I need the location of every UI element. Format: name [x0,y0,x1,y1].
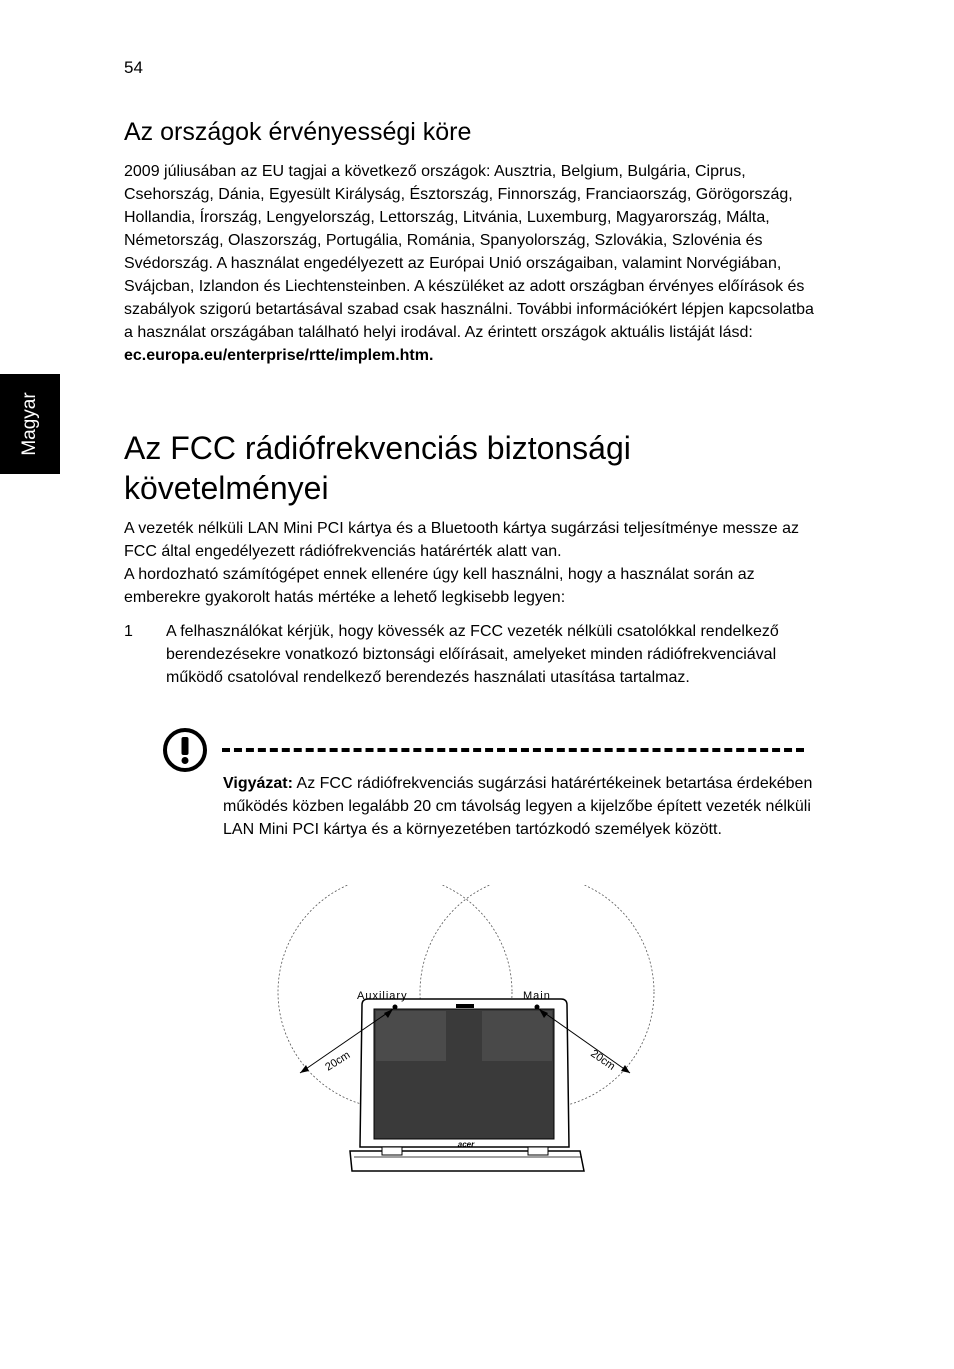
fcc-intro [124,517,814,609]
side-tab-label: Magyar [19,392,40,456]
countries-paragraph [124,160,814,367]
fcc-paragraph-1: A vezeték nélküli LAN Mini PCI kártya és a Bluetooth kártya sugárzási teljesítménye messze az FCC által engedélyezett rádiófrekvenciás határérték alatt van. [124,520,799,560]
auxiliary-antenna-marker [393,1005,398,1010]
warning-label: Vigyázat: [223,775,293,792]
section-heading-countries: Az országok érvényességi köre [124,118,472,146]
antenna-range-diagram [270,885,670,1185]
language-side-tab [0,374,60,474]
fcc-paragraph-2: A hordozható számítógépet ennek ellenére úgy kell használni, hogy a használat során az emberekre gyakorolt hatás mértéke a lehető legkisebb legyen: [124,566,755,606]
laptop-illustration [350,999,584,1171]
auxiliary-label: Auxiliary [357,990,408,1002]
section-heading-fcc: Az FCC rádiófrekvenciás biztonsági követelményei [124,430,631,506]
eu-link[interactable]: ec.europa.eu/enterprise/rtte/implem.htm. [124,347,434,364]
warning-note [223,772,813,841]
main-label: Main [523,990,551,1002]
distance-label-right: 20cm [588,1047,618,1073]
distance-label-left: 20cm [323,1049,353,1074]
countries-body: 2009 júliusában az EU tagjai a következő országok: Ausztria, Belgium, Bulgária, Ciprus, Csehország, Dánia, Egyesült Királyság, Észtország, Finnország, Franciaország, Görögország, Hollandia, Írország, Lengyelország, Lettország, Litvánia, Luxemburg, Magyarország, Málta, Németország, Olaszország, Portugália, Románia, Spanyolország, Szlovákia, Szlovénia és Svédország. A használat engedélyezett az Európai Unió országaiban, valamint Norvégiában, Svájcban, Izlandon és Liechtensteinben. A készüléket az adott országban érvényes előírások és szabályok szigorú betartásával szabad csak használni. További információkért lépjen kapcsolatba a használat országában található helyi irodával. Az érintett országok aktuális listáját lásd: [124,163,814,341]
brand-logo: acer [457,1140,475,1149]
list-item-number: 1 [124,623,133,640]
warning-body: Az FCC rádiófrekvenciás sugárzási határértékeinek betartása érdekében működés közben legalább 20 cm távolság legyen a kijelzőbe épített vezeték nélküli LAN Mini PCI kártya és a környezetében tartózkodó személyek között. [223,775,813,838]
main-antenna-marker [535,1005,540,1010]
page-number: 54 [124,58,143,77]
list-item-text: A felhasználókat kérjük, hogy kövessék az FCC vezeték nélküli csatolókkal rendelkező berendezésekre vonatkozó biztonsági előírásait, amelyeket minden rádiófrekvenciával működő csatolóval rendelkező berendezés használati utasítása tartalmaz. [166,623,779,686]
warning-icon [162,727,208,773]
warning-divider [222,748,804,752]
